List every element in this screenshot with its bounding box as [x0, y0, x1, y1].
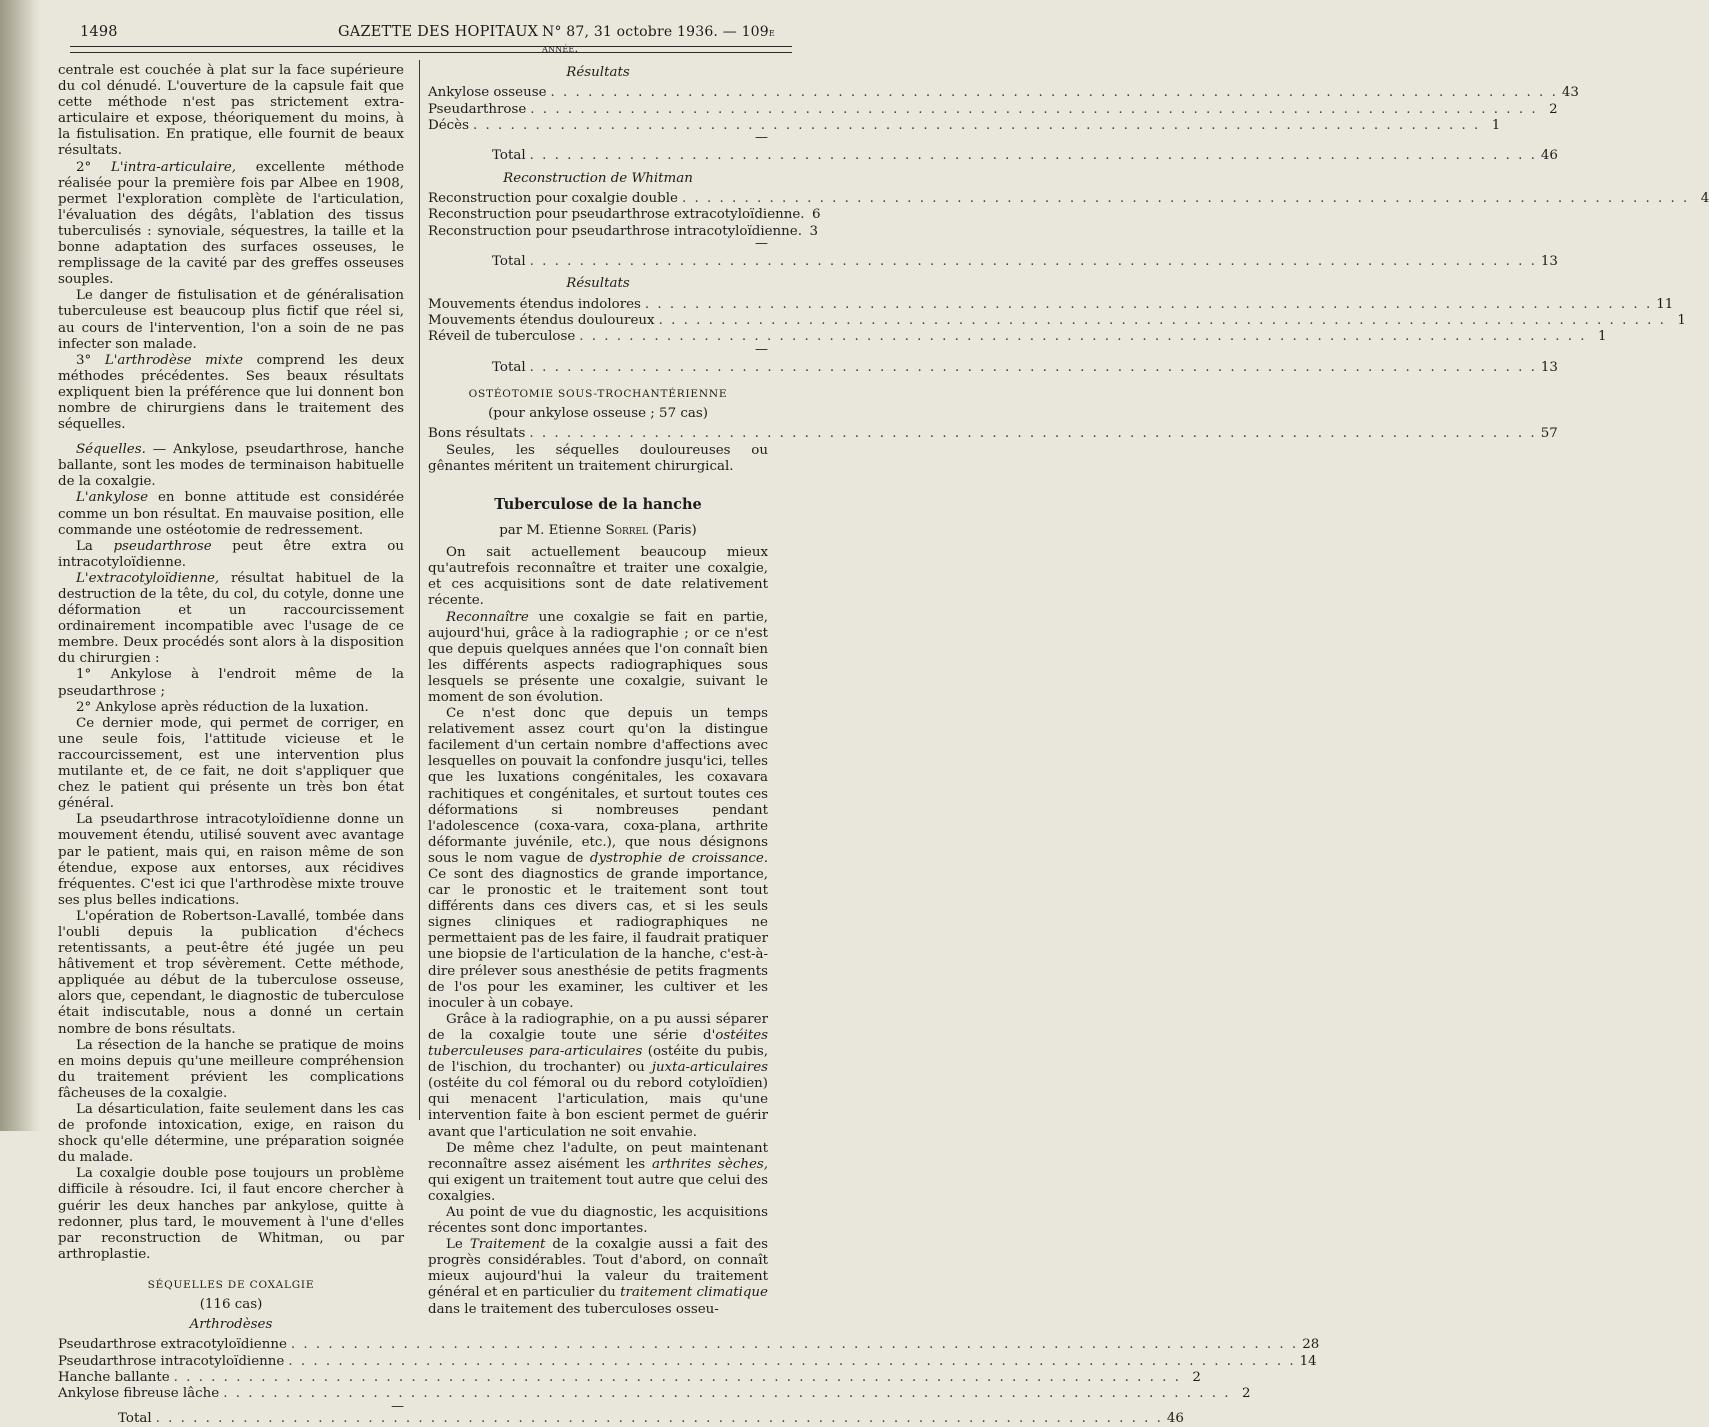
table-row: Reconstruction pour pseudarthrose intracotyloïdienne. 3	[428, 223, 818, 239]
table-subheading: Arthrodèses	[189, 1317, 273, 1333]
paragraph: La désarticulation, faite seulement dans les cas de profonde intoxication, exige, en raison du shock qu'elle détermine, une préparation soignée du malade.	[58, 1102, 404, 1166]
table-title: SÉQUELLES DE COXALGIE	[147, 1278, 315, 1291]
article-author: par M. Etienne Sorrel (Paris)	[499, 523, 697, 539]
results-heading: Résultats	[566, 65, 630, 80]
table-total-row: Total . . . 13	[428, 254, 768, 270]
table-total-row: Total . . . 46	[58, 1411, 404, 1427]
sum-dash: —	[755, 130, 768, 146]
paragraph-intra-articulaire: 2° L'intra-articulaire, excellente méthode réalisée pour la première fois par Albee en 1908, permet l'exploration complète de l'articulation, l'évaluation des dégâts, l'ablation des tissus tuberculisés : synoviale, séquestres, la taille et la bonne adaptation des surfaces osseuses, le remplissage de la cavité par des greffes osseuses souples.	[58, 159, 404, 288]
whitman-heading: Reconstruction de Whitman	[503, 170, 693, 186]
osteotomy-heading: OSTÉOTOMIE SOUS-TROCHANTÉRIENNE	[468, 388, 728, 401]
paragraph: Grâce à la radiographie, on a pu aussi séparer de la coxalgie toute une série d'ostéites tuberculeuses para-articulaires (ostéite du pubis, de l'ischion, du trochanter) ou juxta-articulaires (ostéite du col fémoral ou du rebord cotyloïdien) qui menacent l'articulation, mais qu'une intervention faite à bon escient permet de guérir avant que l'articulation ne soit envahie.	[428, 1011, 768, 1140]
paragraph: De même chez l'adulte, on peut maintenant reconnaître assez aisément les arthrites sèches, qui exigent un traitement tout autre que celui des coxalgies.	[428, 1140, 768, 1204]
table-row: Reconstruction pour pseudarthrose extracotyloïdienne. 6	[428, 207, 821, 223]
paragraph: La résection de la hanche se pratique de moins en moins depuis qu'une meilleure compréhension du traitement prévient les complications fâcheuses de la coxalgie.	[58, 1037, 404, 1101]
column-divider	[419, 60, 420, 1120]
table-row: Reconstruction pour coxalgie double . . . 4	[428, 191, 768, 207]
sum-dash: —	[755, 236, 768, 252]
table-row: Ankylose fibreuse lâche . . . 2	[58, 1386, 404, 1402]
table-row: Ankylose osseuse . . . 43	[428, 85, 768, 101]
right-column	[428, 63, 1709, 1318]
year-suffix: e année.	[542, 25, 775, 55]
paragraph-pseudarthrose: La pseudarthrose peut être extra ou intracotyloïdienne.	[58, 538, 404, 570]
table-row: Décès . . . 1	[428, 118, 768, 134]
table-total-row: Total . . . 46	[428, 148, 768, 164]
paragraph-extracotyloidienne: L'extracotyloïdienne, résultat habituel de la destruction de la tête, du col, du cotyle, donne une déformation et un raccourcissement ordinairement incompatible avec l'usage de ce membre. Deux procédés sont alors à la disposition du chirurgien :	[58, 570, 405, 667]
results-heading: Résultats	[566, 276, 630, 292]
paragraph: Ce n'est donc que depuis un temps relativement assez court qu'on la distingue facilement d'un certain nombre d'affections avec lesquelles on pouvait la confondre jusqu'ici, telles que les luxations congénitales, les coxavara rachitiques et congénitales, et surtout toutes ces déformations si nombreuses pendant l'adolescence (coxa-vara, coxa-plana, arthrite déformante juvénile, etc.), que nous désignons sous le nom vague de dystrophie de croissance. Ce sont des diagnostics de grande importance, car le pronostic et le traitement sont tout différents dans ces divers cas, et si les seuls signes cliniques et radiographiques ne permettaient pas de les faire, il faudrait pratiquer une biopsie de l'articulation de la hanche, c'est-à-dire prélever sous anesthésie de petits fragments de l'os pour les examiner, les cultiver et les inoculer à un cobaye.	[428, 706, 768, 1011]
table-row: Pseudarthrose extracotyloïdienne . . . 28	[58, 1337, 404, 1353]
paragraph: Seules, les séquelles douloureuses ou gênantes méritent un traitement chirurgical.	[428, 442, 768, 474]
table-row: Mouvements étendus indolores . . . 11	[428, 297, 768, 313]
paragraph-reconnaitre: Reconnaître une coxalgie se fait en partie, aujourd'hui, grâce à la radiographie ; or ce n'est que depuis quelques années que l'on connaît bien les différents aspects radiographiques sous lesquels se présente une coxalgie, suivant le moment de son évolution.	[428, 609, 768, 705]
paragraph: Le danger de fistulisation et de généralisation tuberculeuse est beaucoup plus fictif que réel si, au cours de l'intervention, l'on a soin de ne pas infecter son malade.	[58, 288, 404, 352]
list-item: 2° Ankylose après réduction de la luxation.	[76, 699, 369, 715]
page-number: 1498	[80, 24, 118, 40]
paragraph: Au point de vue du diagnostic, les acquisitions récentes sont donc importantes.	[428, 1204, 768, 1237]
paragraph: L'opération de Robertson-Lavallé, tombée dans l'oubli depuis la publication d'échecs retentissants, a peut-être été jugée un peu hâtivement et trop sévèrement. Cette méthode, appliquée au début de la tuberculose osseuse, alors que, cependant, le diagnostic de tuberculose était indiscutable, nous a donné un certain nombre de bons résultats.	[58, 908, 404, 1037]
paragraph: centrale est couchée à plat sur la face supérieure du col dénudé. L'ouverture de la capsule fait que cette méthode n'est pas strictement extra-articulaire et expose, théoriquement du moins, à la fistulisation. En pratique, elle fournit de beaux résultats.	[58, 63, 404, 159]
journal-name: GAZETTE DES HOPITAUX	[338, 24, 539, 40]
page-binding-shadow	[0, 0, 40, 1131]
header-rule-thick	[70, 46, 792, 47]
paragraph-ankylose: L'ankylose en bonne attitude est considérée comme un bon résultat. En mauvaise position, elle commande une ostéotomie de redressement.	[58, 490, 404, 538]
table-row: Bons résultats . . . 57	[428, 426, 768, 442]
header-rule-thin	[70, 52, 792, 53]
table-row: Réveil de tuberculose . . . 1	[428, 329, 768, 345]
table-row: Pseudarthrose . . . 2	[428, 102, 768, 118]
issue-text: N° 87, 31 octobre 1936. — 109	[542, 24, 769, 40]
paragraph: La coxalgie double pose toujours un problème difficile à résoudre. Ici, il faut encore chercher à guérir les deux hanches par ankylose, quitte à redonner, plus tard, le mouvement à l'une d'elles par reconstruction de Whitman, ou par arthroplastie.	[58, 1166, 404, 1262]
article-title: Tuberculose de la hanche	[494, 495, 702, 513]
table-row: Hanche ballante . . . 2	[58, 1370, 404, 1386]
running-header	[80, 20, 792, 55]
osteotomy-subheading: (pour ankylose osseuse ; 57 cas)	[488, 406, 708, 422]
paragraph-sequelles: Séquelles. — Ankylose, pseudarthrose, hanche ballante, sont les modes de terminaison habituelle de la coxalgie.	[58, 442, 404, 490]
list-item: 1° Ankylose à l'endroit même de la pseudarthrose ;	[58, 667, 404, 699]
table-cases: (116 cas)	[199, 1297, 263, 1313]
table-row: Pseudarthrose intracotyloïdienne . . . 14	[58, 1354, 404, 1370]
table-total-row: Total . . . 13	[428, 360, 768, 376]
table-row: Mouvements étendus douloureux . . . 1	[428, 313, 768, 329]
sum-dash: —	[391, 1398, 404, 1414]
sum-dash: —	[755, 341, 768, 357]
paragraph: Ce dernier mode, qui permet de corriger, en une seule fois, l'attitude vicieuse et le raccourcissement, est une intervention plus mutilante et, de ce fait, ne doit s'appliquer que chez le patient qui présente un très bon état général.	[58, 715, 404, 812]
paragraph: La pseudarthrose intracotyloïdienne donne un mouvement étendu, utilisé souvent avec avantage par le patient, mais qui, en raison même de son étendue, expose aux entorses, aux récidives fréquentes. C'est ici que l'arthrodèse mixte trouve ses plus belles indications.	[58, 812, 404, 908]
paragraph: On sait actuellement beaucoup mieux qu'autrefois reconnaître et traiter une coxalgie, et ces acquisitions sont de date relativement récente.	[428, 545, 768, 609]
paragraph-traitement: Le Traitement de la coxalgie aussi a fait des progrès considérables. Tout d'abord, on connaît mieux aujourd'hui la valeur du traitement général et en particulier du traitement climatique dans le traitement des tuberculoses osseu-	[428, 1237, 769, 1317]
paragraph-arthrodese-mixte: 3° L'arthrodèse mixte comprend les deux méthodes précédentes. Ses beaux résultats expliquent bien la préférence que lui donnent bon nombre de chirurgiens dans le traitement des séquelles.	[58, 352, 404, 433]
